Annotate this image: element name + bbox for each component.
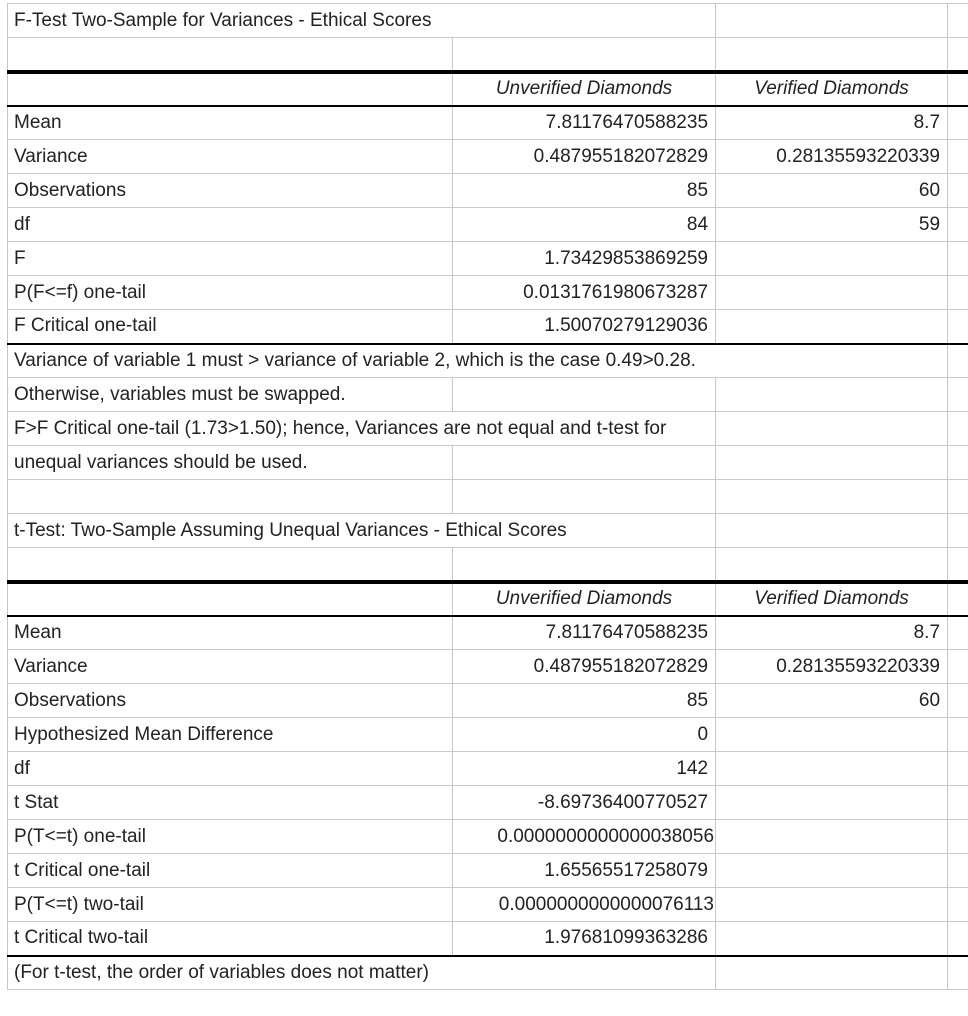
- cell[interactable]: [948, 344, 968, 378]
- cell[interactable]: [948, 786, 968, 820]
- value-unverified[interactable]: 0.487955182072829: [453, 650, 716, 684]
- value-verified[interactable]: 0.28135593220339: [716, 140, 948, 174]
- value-unverified[interactable]: 0.0000000000000076113: [453, 888, 716, 922]
- note-row: [8, 956, 968, 990]
- cell[interactable]: [453, 480, 716, 514]
- table-row: [8, 718, 968, 752]
- cell[interactable]: [716, 378, 948, 412]
- note-row: [8, 446, 968, 480]
- row-label[interactable]: t Critical one-tail: [8, 854, 453, 888]
- table-row: [8, 106, 968, 140]
- cell[interactable]: [948, 310, 968, 344]
- row-label[interactable]: t Critical two-tail: [8, 922, 453, 956]
- cell[interactable]: [948, 956, 968, 990]
- value-verified[interactable]: [716, 242, 948, 276]
- row-label[interactable]: t Stat: [8, 786, 453, 820]
- cell[interactable]: [948, 854, 968, 888]
- cell[interactable]: [948, 174, 968, 208]
- ftest-title[interactable]: F-Test Two-Sample for Variances - Ethical Scores: [8, 4, 716, 38]
- value-unverified[interactable]: 1.65565517258079: [453, 854, 716, 888]
- value-unverified[interactable]: 85: [453, 174, 716, 208]
- value-verified[interactable]: 60: [716, 174, 948, 208]
- cell[interactable]: [948, 4, 968, 38]
- blank-row: [8, 548, 968, 582]
- table-row: [8, 208, 968, 242]
- ftest-note[interactable]: Otherwise, variables must be swapped.: [8, 378, 453, 412]
- cell[interactable]: [948, 446, 968, 480]
- ttest-note[interactable]: (For t-test, the order of variables does not matter): [8, 956, 716, 990]
- value-unverified[interactable]: 84: [453, 208, 716, 242]
- table-row: [8, 888, 968, 922]
- value-unverified[interactable]: 1.73429853869259: [453, 242, 716, 276]
- cell[interactable]: [948, 752, 968, 786]
- cell[interactable]: [453, 378, 716, 412]
- cell[interactable]: [8, 480, 453, 514]
- value-unverified[interactable]: -8.69736400770527: [453, 786, 716, 820]
- cell[interactable]: [453, 446, 716, 480]
- value-verified[interactable]: 8.7: [716, 616, 948, 650]
- cell[interactable]: [453, 548, 716, 582]
- cell[interactable]: [8, 38, 453, 72]
- value-unverified[interactable]: 85: [453, 684, 716, 718]
- cell[interactable]: [8, 72, 453, 106]
- value-unverified[interactable]: 0.0000000000000038056: [453, 820, 716, 854]
- row-label[interactable]: df: [8, 752, 453, 786]
- cell[interactable]: [948, 412, 968, 446]
- table-row: [8, 616, 968, 650]
- row-label[interactable]: Variance: [8, 650, 453, 684]
- row-label[interactable]: F Critical one-tail: [8, 310, 453, 344]
- ttest-title[interactable]: t-Test: Two-Sample Assuming Unequal Variances - Ethical Scores: [8, 514, 716, 548]
- table-row: [8, 174, 968, 208]
- row-label[interactable]: df: [8, 208, 453, 242]
- cell[interactable]: [948, 616, 968, 650]
- cell[interactable]: [948, 378, 968, 412]
- value-unverified[interactable]: 1.50070279129036: [453, 310, 716, 344]
- ttest-col2-header[interactable]: Verified Diamonds: [716, 582, 948, 616]
- cell[interactable]: [716, 956, 948, 990]
- cell[interactable]: [948, 718, 968, 752]
- cell[interactable]: [716, 480, 948, 514]
- row-label[interactable]: P(T<=t) two-tail: [8, 888, 453, 922]
- cell[interactable]: [948, 514, 968, 548]
- ftest-col1-header[interactable]: Unverified Diamonds: [453, 72, 716, 106]
- value-verified[interactable]: [716, 310, 948, 344]
- cell[interactable]: [948, 820, 968, 854]
- value-unverified[interactable]: 0.0131761980673287: [453, 276, 716, 310]
- table-row: [8, 854, 968, 888]
- cell[interactable]: [948, 140, 968, 174]
- ftest-note[interactable]: unequal variances should be used.: [8, 446, 453, 480]
- cell[interactable]: [948, 582, 968, 616]
- value-unverified[interactable]: 1.97681099363286: [453, 922, 716, 956]
- table-row: [8, 786, 968, 820]
- value-verified[interactable]: [716, 718, 948, 752]
- ftest-header-row: [8, 72, 968, 106]
- cell[interactable]: [948, 242, 968, 276]
- cell[interactable]: [948, 480, 968, 514]
- table-row: [8, 242, 968, 276]
- row-label[interactable]: Mean: [8, 616, 453, 650]
- value-verified[interactable]: 59: [716, 208, 948, 242]
- value-verified[interactable]: [716, 786, 948, 820]
- cell[interactable]: [8, 548, 453, 582]
- cell[interactable]: [948, 548, 968, 582]
- note-row: [8, 378, 968, 412]
- row-label[interactable]: Variance: [8, 140, 453, 174]
- cell[interactable]: [948, 72, 968, 106]
- value-unverified[interactable]: 0: [453, 718, 716, 752]
- row-label[interactable]: Observations: [8, 174, 453, 208]
- value-unverified[interactable]: 7.81176470588235: [453, 616, 716, 650]
- value-verified[interactable]: [716, 820, 948, 854]
- table-row: [8, 310, 968, 344]
- row-label[interactable]: Observations: [8, 684, 453, 718]
- row-label[interactable]: Mean: [8, 106, 453, 140]
- blank-row: [8, 38, 968, 72]
- cell[interactable]: [948, 208, 968, 242]
- cell[interactable]: [716, 514, 948, 548]
- cell[interactable]: [716, 548, 948, 582]
- cell[interactable]: [948, 106, 968, 140]
- cell[interactable]: [716, 412, 948, 446]
- value-verified[interactable]: 0.28135593220339: [716, 650, 948, 684]
- table-row: [8, 276, 968, 310]
- cell[interactable]: [716, 38, 948, 72]
- value-unverified[interactable]: 0.487955182072829: [453, 140, 716, 174]
- blank-row: [8, 480, 968, 514]
- cell[interactable]: [948, 922, 968, 956]
- value-verified[interactable]: [716, 922, 948, 956]
- table-row: [8, 650, 968, 684]
- table-row: [8, 922, 968, 956]
- row-label[interactable]: P(T<=t) one-tail: [8, 820, 453, 854]
- cell[interactable]: [8, 582, 453, 616]
- note-row: [8, 344, 968, 378]
- value-unverified[interactable]: 7.81176470588235: [453, 106, 716, 140]
- ttest-header-row: [8, 582, 968, 616]
- value-verified[interactable]: 60: [716, 684, 948, 718]
- ftest-note[interactable]: F>F Critical one-tail (1.73>1.50); hence, Variances are not equal and t-test for: [8, 412, 716, 446]
- cell[interactable]: [948, 684, 968, 718]
- table-row: [8, 752, 968, 786]
- row-label[interactable]: F: [8, 242, 453, 276]
- cell[interactable]: [948, 38, 968, 72]
- table-row: [8, 684, 968, 718]
- spreadsheet-grid: [7, 3, 968, 990]
- ftest-title-row: [8, 4, 968, 38]
- cell[interactable]: [948, 650, 968, 684]
- value-verified[interactable]: 8.7: [716, 106, 948, 140]
- value-unverified[interactable]: 142: [453, 752, 716, 786]
- cell[interactable]: [716, 4, 948, 38]
- cell[interactable]: [948, 276, 968, 310]
- note-row: [8, 412, 968, 446]
- cell[interactable]: [453, 38, 716, 72]
- ttest-col1-header[interactable]: Unverified Diamonds: [453, 582, 716, 616]
- value-verified[interactable]: [716, 752, 948, 786]
- ftest-col2-header[interactable]: Verified Diamonds: [716, 72, 948, 106]
- value-verified[interactable]: [716, 854, 948, 888]
- cell[interactable]: [948, 888, 968, 922]
- table-row: [8, 820, 968, 854]
- value-verified[interactable]: [716, 276, 948, 310]
- row-label[interactable]: P(F<=f) one-tail: [8, 276, 453, 310]
- cell[interactable]: [716, 446, 948, 480]
- table-row: [8, 140, 968, 174]
- row-label[interactable]: Hypothesized Mean Difference: [8, 718, 453, 752]
- value-verified[interactable]: [716, 888, 948, 922]
- ftest-note[interactable]: Variance of variable 1 must > variance of variable 2, which is the case 0.49>0.28.: [8, 344, 948, 378]
- ttest-title-row: [8, 514, 968, 548]
